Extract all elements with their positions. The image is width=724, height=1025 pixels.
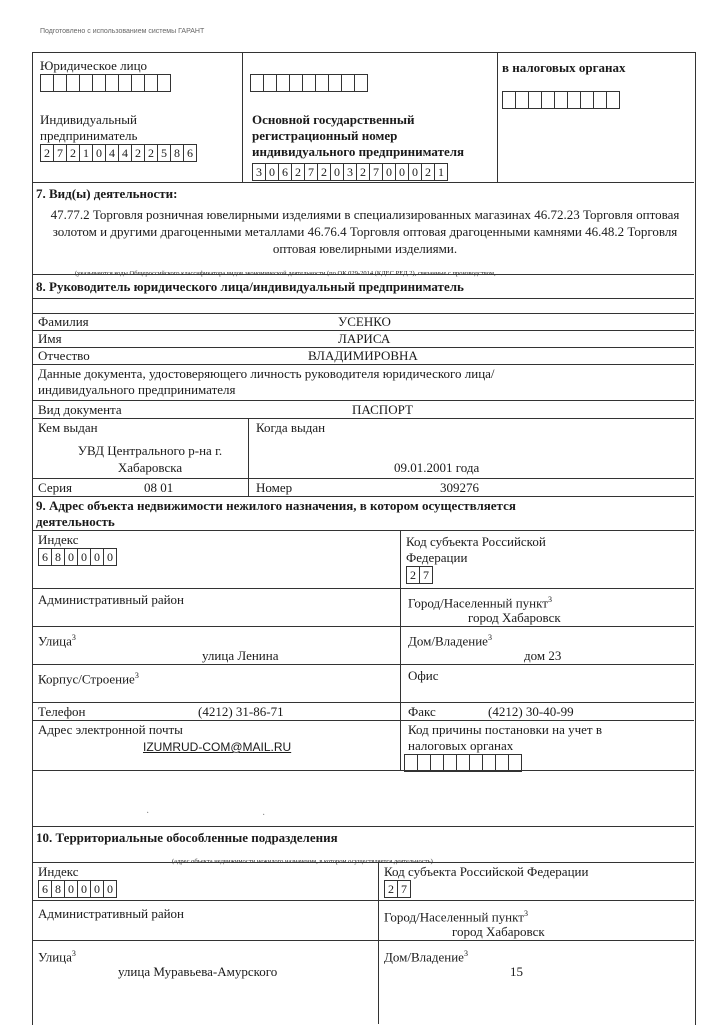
city-value-10[interactable]: город Хабаровск: [452, 924, 545, 939]
rule: [32, 826, 694, 827]
rule: [32, 364, 694, 365]
digit-cell[interactable]: 0: [90, 880, 104, 898]
id-doc-label: Данные документа, удостоверяющего личность руководителя юридического лица/индивидуального предпринимателя: [38, 366, 495, 397]
footnote-ref: 3: [71, 633, 76, 642]
name-label: Имя: [38, 331, 62, 346]
inn-digits[interactable]: [40, 144, 197, 162]
city-value[interactable]: город Хабаровск: [468, 610, 561, 625]
issued-when-value[interactable]: 09.01.2001 года: [394, 460, 480, 475]
digit-cell[interactable]: 1: [434, 163, 448, 181]
fax-label: Факс: [408, 704, 436, 719]
section9-title: 9. Адрес объекта недвижимости нежилого назначения, в котором осуществляется деятельность: [36, 498, 516, 529]
digit-cell[interactable]: 0: [395, 163, 409, 181]
digit-cell[interactable]: [502, 91, 516, 109]
digit-cell[interactable]: [66, 74, 80, 92]
city-label: Город/Населенный пункт$^3$: [408, 595, 552, 611]
digit-cell[interactable]: 2: [421, 163, 435, 181]
index-label-10: Индекс: [38, 864, 79, 879]
digit-cell[interactable]: 0: [92, 144, 106, 162]
digit-cell[interactable]: 0: [382, 163, 396, 181]
digit-cell[interactable]: 2: [291, 163, 305, 181]
city-label-10: Город/Населенный пункт$^3$: [384, 909, 528, 925]
rule: [32, 588, 694, 589]
email-value[interactable]: IZUMRUD-COM@MAIL.RU: [143, 740, 292, 754]
digit-cell[interactable]: [554, 91, 568, 109]
digit-cell[interactable]: [131, 74, 145, 92]
digit-cell[interactable]: 8: [51, 880, 65, 898]
street-label-10: Улица$^3$: [38, 949, 76, 965]
digit-cell[interactable]: 0: [64, 880, 78, 898]
district-label: Административный район: [38, 592, 185, 607]
digit-cell[interactable]: 2: [317, 163, 331, 181]
digit-cell[interactable]: 1: [79, 144, 93, 162]
patronymic-label: Отчество: [38, 348, 90, 363]
digit-cell[interactable]: 0: [64, 548, 78, 566]
digit-cell[interactable]: 6: [183, 144, 197, 162]
header-note: Подготовлено с использованием системы ГАРАНТ: [40, 28, 205, 35]
patronymic-value[interactable]: ВЛАДИМИРОВНА: [308, 348, 418, 363]
divider: [378, 862, 379, 1024]
rule: [32, 182, 694, 183]
footnote-ref: 3: [487, 633, 492, 642]
digit-cell[interactable]: [53, 74, 67, 92]
rule: [32, 720, 694, 721]
digit-cell[interactable]: 6: [38, 548, 52, 566]
building-label: Корпус/Строение$^3$: [38, 671, 139, 687]
doc-type-value[interactable]: ПАСПОРТ: [352, 402, 413, 417]
digit-cell[interactable]: 8: [51, 548, 65, 566]
kpp-label: Код причины постановки на учет в налоговых органах: [408, 722, 602, 753]
house-label: Дом/Владение$^3$: [408, 633, 492, 649]
rule: [32, 900, 694, 901]
digit-cell[interactable]: 2: [144, 144, 158, 162]
rule: [32, 530, 694, 531]
series-label: Серия: [38, 480, 73, 495]
digit-cell[interactable]: 2: [384, 880, 398, 898]
number-label: Номер: [256, 480, 293, 495]
rule: [32, 940, 694, 941]
region-code-label-10: Код субъекта Российской Федерации: [384, 864, 589, 879]
section8-title: 8. Руководитель юридического лица/индивидуальный предприниматель: [36, 279, 464, 294]
digit-cell[interactable]: 2: [131, 144, 145, 162]
street-label: Улица$^3$: [38, 633, 76, 649]
digit-cell[interactable]: 0: [90, 548, 104, 566]
district-label-10: Административный район: [38, 906, 185, 921]
digit-cell[interactable]: [79, 74, 93, 92]
digit-cell[interactable]: [302, 74, 316, 92]
digit-cell[interactable]: 8: [170, 144, 184, 162]
rule: [32, 478, 694, 479]
digit-cell[interactable]: [92, 74, 106, 92]
digit-cell[interactable]: [105, 74, 119, 92]
number-value[interactable]: 309276: [440, 480, 479, 495]
digit-cell[interactable]: 0: [103, 880, 117, 898]
office-label: Офис: [408, 668, 439, 683]
issued-by-value[interactable]: УВД Центрального р-на г. Хабаровска: [77, 443, 223, 475]
rule: [32, 298, 694, 299]
series-value[interactable]: 08 01: [144, 480, 174, 495]
digit-cell[interactable]: 7: [419, 566, 433, 584]
legal-entity-boxes[interactable]: [40, 74, 171, 92]
digit-cell[interactable]: 0: [408, 163, 422, 181]
digit-cell[interactable]: 0: [330, 163, 344, 181]
surname-label: Фамилия: [38, 314, 89, 329]
digit-cell[interactable]: [341, 74, 355, 92]
issued-when-label: Когда выдан: [256, 420, 326, 435]
digit-cell[interactable]: 2: [40, 144, 54, 162]
index-digits[interactable]: [38, 548, 117, 566]
name-value[interactable]: ЛАРИСА: [338, 331, 391, 346]
digit-cell[interactable]: 7: [304, 163, 318, 181]
digit-cell[interactable]: 5: [157, 144, 171, 162]
tax-organs-label: в налоговых органах: [502, 60, 626, 75]
footnote-ref: 3: [134, 671, 139, 680]
digit-cell[interactable]: 6: [278, 163, 292, 181]
phone-label: Телефон: [38, 704, 86, 719]
digit-cell[interactable]: [328, 74, 342, 92]
issued-by-label: Кем выдан: [38, 420, 98, 435]
middle-boxes[interactable]: [250, 74, 368, 92]
doc-type-label: Вид документа: [38, 402, 122, 417]
digit-cell[interactable]: [515, 91, 529, 109]
digit-cell[interactable]: [276, 74, 290, 92]
digit-cell[interactable]: 2: [356, 163, 370, 181]
digit-cell[interactable]: 3: [343, 163, 357, 181]
rule: [32, 664, 694, 665]
email-label: Адрес электронной почты: [38, 722, 183, 737]
digit-cell[interactable]: [118, 74, 132, 92]
section10-note: (адрес объекта недвижимости нежилого назначения, в котором осуществляется деятельность): [172, 858, 433, 865]
divider: [242, 52, 243, 182]
index-digits-10[interactable]: [38, 880, 117, 898]
digit-cell[interactable]: [541, 91, 555, 109]
index-label: Индекс: [38, 532, 79, 547]
footnote-ref: 3: [523, 909, 528, 918]
digit-cell[interactable]: 0: [103, 548, 117, 566]
phone-value[interactable]: (4212) 31-86-71: [198, 704, 284, 719]
digit-cell[interactable]: 4: [105, 144, 119, 162]
ip-label: Индивидуальный предприниматель: [40, 112, 138, 143]
digit-cell[interactable]: 0: [265, 163, 279, 181]
section7-title: 7. Вид(ы) деятельности:: [36, 186, 178, 201]
house-value[interactable]: дом 23: [524, 648, 562, 663]
tax-organs-boxes[interactable]: [502, 91, 620, 109]
digit-cell[interactable]: [354, 74, 368, 92]
rule: [32, 418, 694, 419]
digit-cell[interactable]: [250, 74, 264, 92]
footnote-ref: 3: [463, 949, 468, 958]
section7-note: (указываются коды Общероссийского классификатора видов экономической деятельности (по ОК 029-2014 (КДЕС РЕД.2), связанные с производством,: [75, 270, 496, 277]
rule: [32, 626, 694, 627]
footnote-ref: 3: [71, 949, 76, 958]
street-value[interactable]: улица Ленина: [202, 648, 279, 663]
digit-cell[interactable]: 3: [252, 163, 266, 181]
surname-value[interactable]: УСЕНКО: [338, 314, 391, 329]
region-digits[interactable]: [406, 566, 433, 584]
ogrnip-digits[interactable]: [252, 163, 448, 181]
activities-text: 47.77.2 Торговля розничная ювелирными изделиями в специализированных магазинах 46.72.23 Торговля оптовая золотом и другими драгоценными металлами 46.76.4 Торговля оптовая драгоценными камнями 46.48.2 Торговля оптовая ювелирными изделиями.: [50, 207, 680, 256]
digit-cell[interactable]: [580, 91, 594, 109]
rule: [32, 770, 694, 771]
ogrnip-label: Основной государственный регистрационный номер индивидуального предпринимателя: [252, 112, 465, 159]
digit-cell[interactable]: 0: [77, 548, 91, 566]
legal-entity-label: Юридическое лицо: [40, 58, 148, 73]
scan-speck: ·: [146, 808, 150, 819]
digit-cell[interactable]: [289, 74, 303, 92]
digit-cell[interactable]: 7: [369, 163, 383, 181]
footnote-ref: 3: [547, 595, 552, 604]
digit-cell[interactable]: [593, 91, 607, 109]
digit-cell[interactable]: 2: [66, 144, 80, 162]
digit-cell[interactable]: 6: [38, 880, 52, 898]
street-value-10[interactable]: улица Муравьева-Амурского: [118, 964, 278, 979]
digit-cell[interactable]: 4: [118, 144, 132, 162]
rule: [32, 400, 694, 401]
digit-cell[interactable]: [528, 91, 542, 109]
digit-cell[interactable]: [40, 74, 54, 92]
digit-cell[interactable]: 0: [77, 880, 91, 898]
divider: [400, 530, 401, 730]
divider: [497, 52, 498, 182]
scan-speck: ·: [262, 810, 266, 821]
rule: [32, 862, 694, 863]
fax-value[interactable]: (4212) 30-40-99: [488, 704, 574, 719]
rule: [32, 496, 694, 497]
region-digits-10[interactable]: [384, 880, 411, 898]
digit-cell[interactable]: 7: [397, 880, 411, 898]
rule: [32, 702, 694, 703]
region-code-label: Код субъекта Российской Федерации: [406, 534, 546, 565]
rule: [32, 274, 694, 275]
digit-cell[interactable]: [157, 74, 171, 92]
digit-cell[interactable]: 2: [406, 566, 420, 584]
digit-cell[interactable]: [315, 74, 329, 92]
house-label-10: Дом/Владение$^3$: [384, 949, 468, 965]
digit-cell[interactable]: [567, 91, 581, 109]
digit-cell[interactable]: [263, 74, 277, 92]
digit-cell[interactable]: [144, 74, 158, 92]
section10-title: 10. Территориальные обособленные подразделения: [36, 830, 338, 845]
house-value-10[interactable]: 15: [510, 964, 523, 979]
divider: [400, 720, 401, 770]
digit-cell[interactable]: [606, 91, 620, 109]
digit-cell[interactable]: 7: [53, 144, 67, 162]
